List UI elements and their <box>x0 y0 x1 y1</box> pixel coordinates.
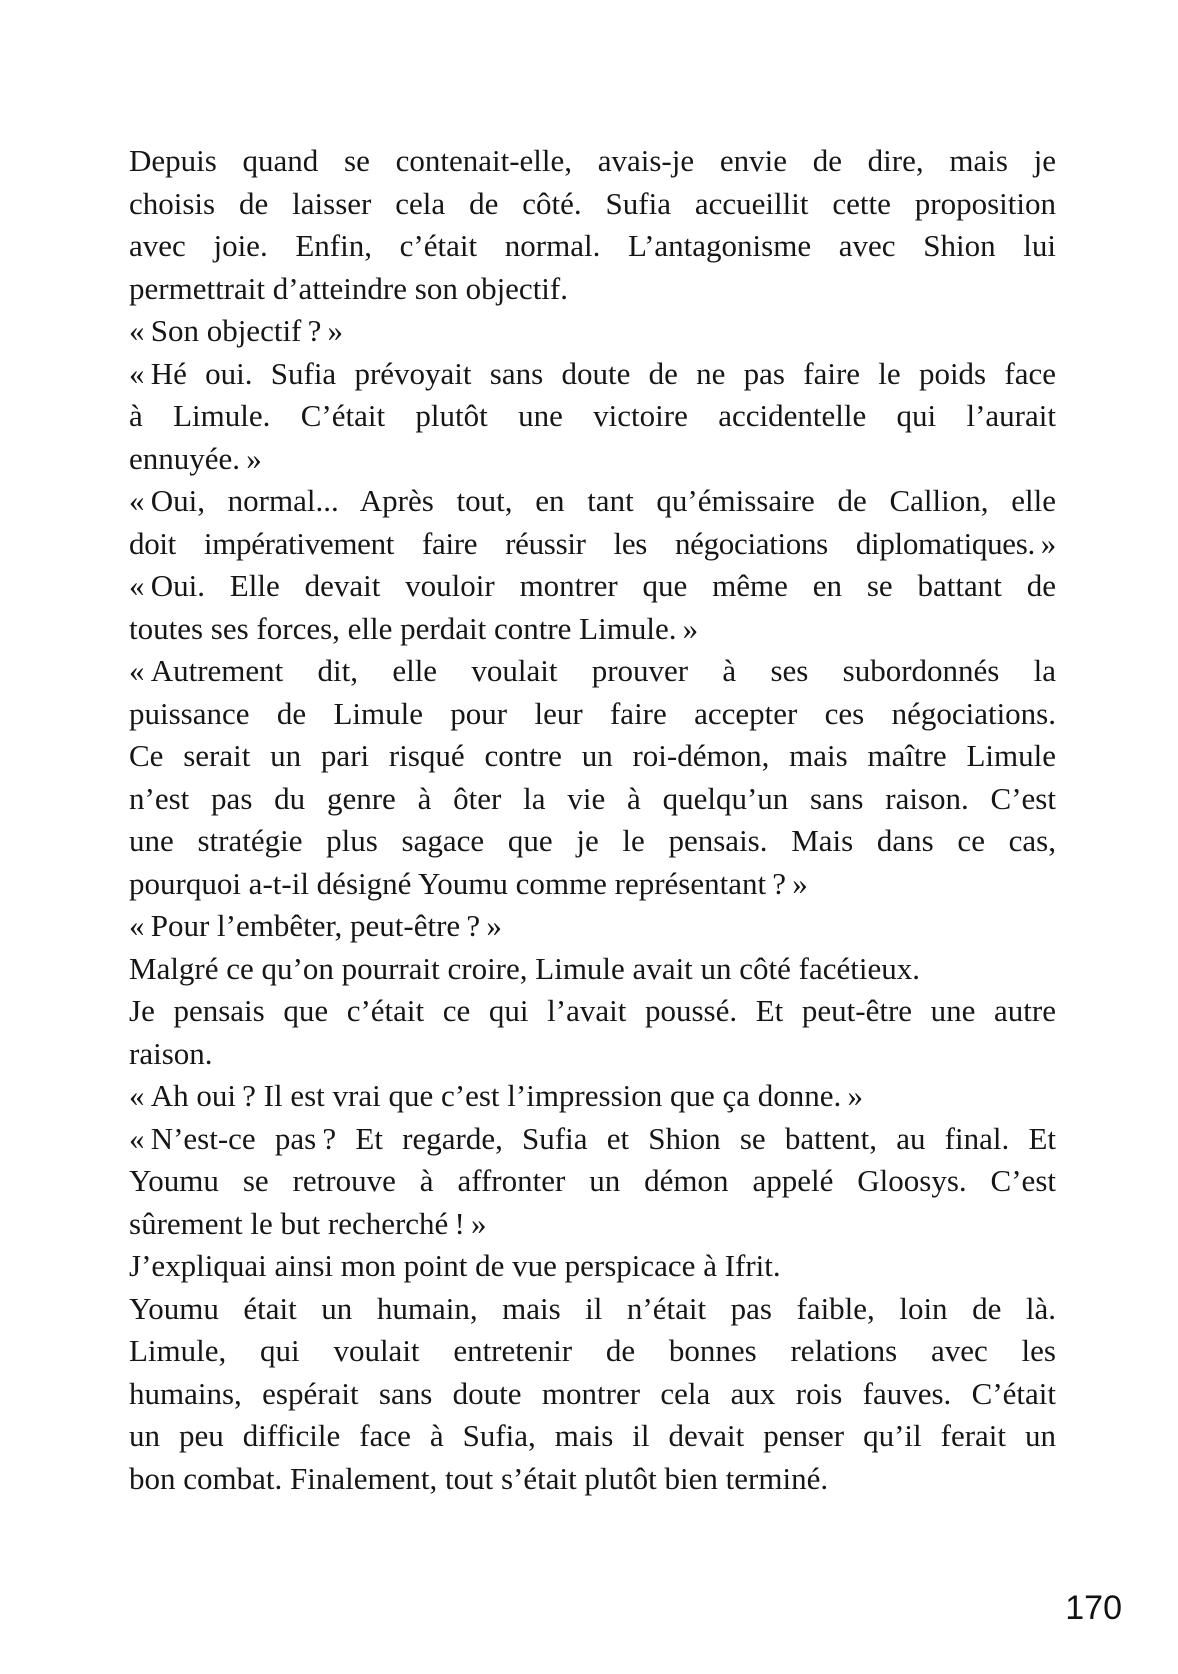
page-number: 170 <box>1065 1589 1122 1627</box>
text-line: permettrait d’atteindre son objectif. <box>129 270 568 306</box>
text-line: pourquoi a-t-il désigné Youmu comme représentant ? » <box>129 865 808 901</box>
text-line: Limule, qui voulait entretenir de bonnes relations avec les <box>129 1333 1056 1368</box>
text-line: Youmu se retrouve à affronter un démon appelé Gloosys. C’est <box>129 1163 1056 1198</box>
text-line: Malgré ce qu’on pourrait croire, Limule avait un côté facétieux. <box>129 950 921 986</box>
text-line: sûrement le but recherché ! » <box>129 1205 487 1241</box>
text-line: une stratégie plus sagace que je le pensais. Mais dans ce cas, <box>129 823 1056 858</box>
text-line: Ce serait un pari risqué contre un roi-démon, mais maître Limule <box>129 738 1056 773</box>
text-line: un peu difficile face à Sufia, mais il devait penser qu’il ferait un <box>129 1418 1056 1453</box>
text-line: J’expliquai ainsi mon point de vue perspicace à Ifrit. <box>129 1248 781 1283</box>
text-line: à Limule. C’était plutôt une victoire accidentelle qui l’aurait <box>129 398 1056 433</box>
text-line: avec joie. Enfin, c’était normal. L’antagonisme avec Shion lui <box>129 228 1056 263</box>
text-line: choisis de laisser cela de côté. Sufia accueillit cette proposition <box>129 185 1056 221</box>
text-line: « Hé oui. Sufia prévoyait sans doute de ne pas faire le poids face <box>129 355 1056 391</box>
text-line: ennuyée. » <box>129 440 262 476</box>
text-line: doit impérativement faire réussir les négociations diplomatiques. » <box>129 525 1056 561</box>
text-line: « Oui, normal... Après tout, en tant qu’émissaire de Callion, elle <box>129 483 1056 518</box>
text-line: bon combat. Finalement, tout s’était plutôt bien terminé. <box>129 1460 829 1496</box>
text-line: Youmu était un humain, mais il n’était pas faible, loin de là. <box>129 1290 1056 1326</box>
text-line: Je pensais que c’était ce qui l’avait poussé. Et peut-être une autre <box>129 993 1056 1028</box>
body-text-block <box>129 140 1056 1500</box>
text-line: n’est pas du genre à ôter la vie à quelqu’un sans raison. C’est <box>129 780 1056 816</box>
text-line: Depuis quand se contenait-elle, avais-je envie de dire, mais je <box>129 143 1056 178</box>
text-line: « Oui. Elle devait vouloir montrer que même en se battant de <box>129 568 1056 603</box>
text-line: « Pour l’embêter, peut-être ? » <box>129 908 502 943</box>
text-line: raison. <box>129 1035 213 1071</box>
text-line: humains, espérait sans doute montrer cela aux rois fauves. C’était <box>129 1375 1056 1411</box>
text-line: toutes ses forces, elle perdait contre Limule. » <box>129 610 699 646</box>
text-line: « Ah oui ? Il est vrai que c’est l’impression que ça donne. » <box>129 1078 863 1113</box>
text-line: « Son objectif ? » <box>129 313 344 348</box>
text-line: « Autrement dit, elle voulait prouver à ses subordonnés la <box>129 653 1056 688</box>
text-line: « N’est-ce pas ? Et regarde, Sufia et Shion se battent, au final. Et <box>129 1120 1056 1156</box>
text-line: puissance de Limule pour leur faire accepter ces négociations. <box>129 695 1056 731</box>
